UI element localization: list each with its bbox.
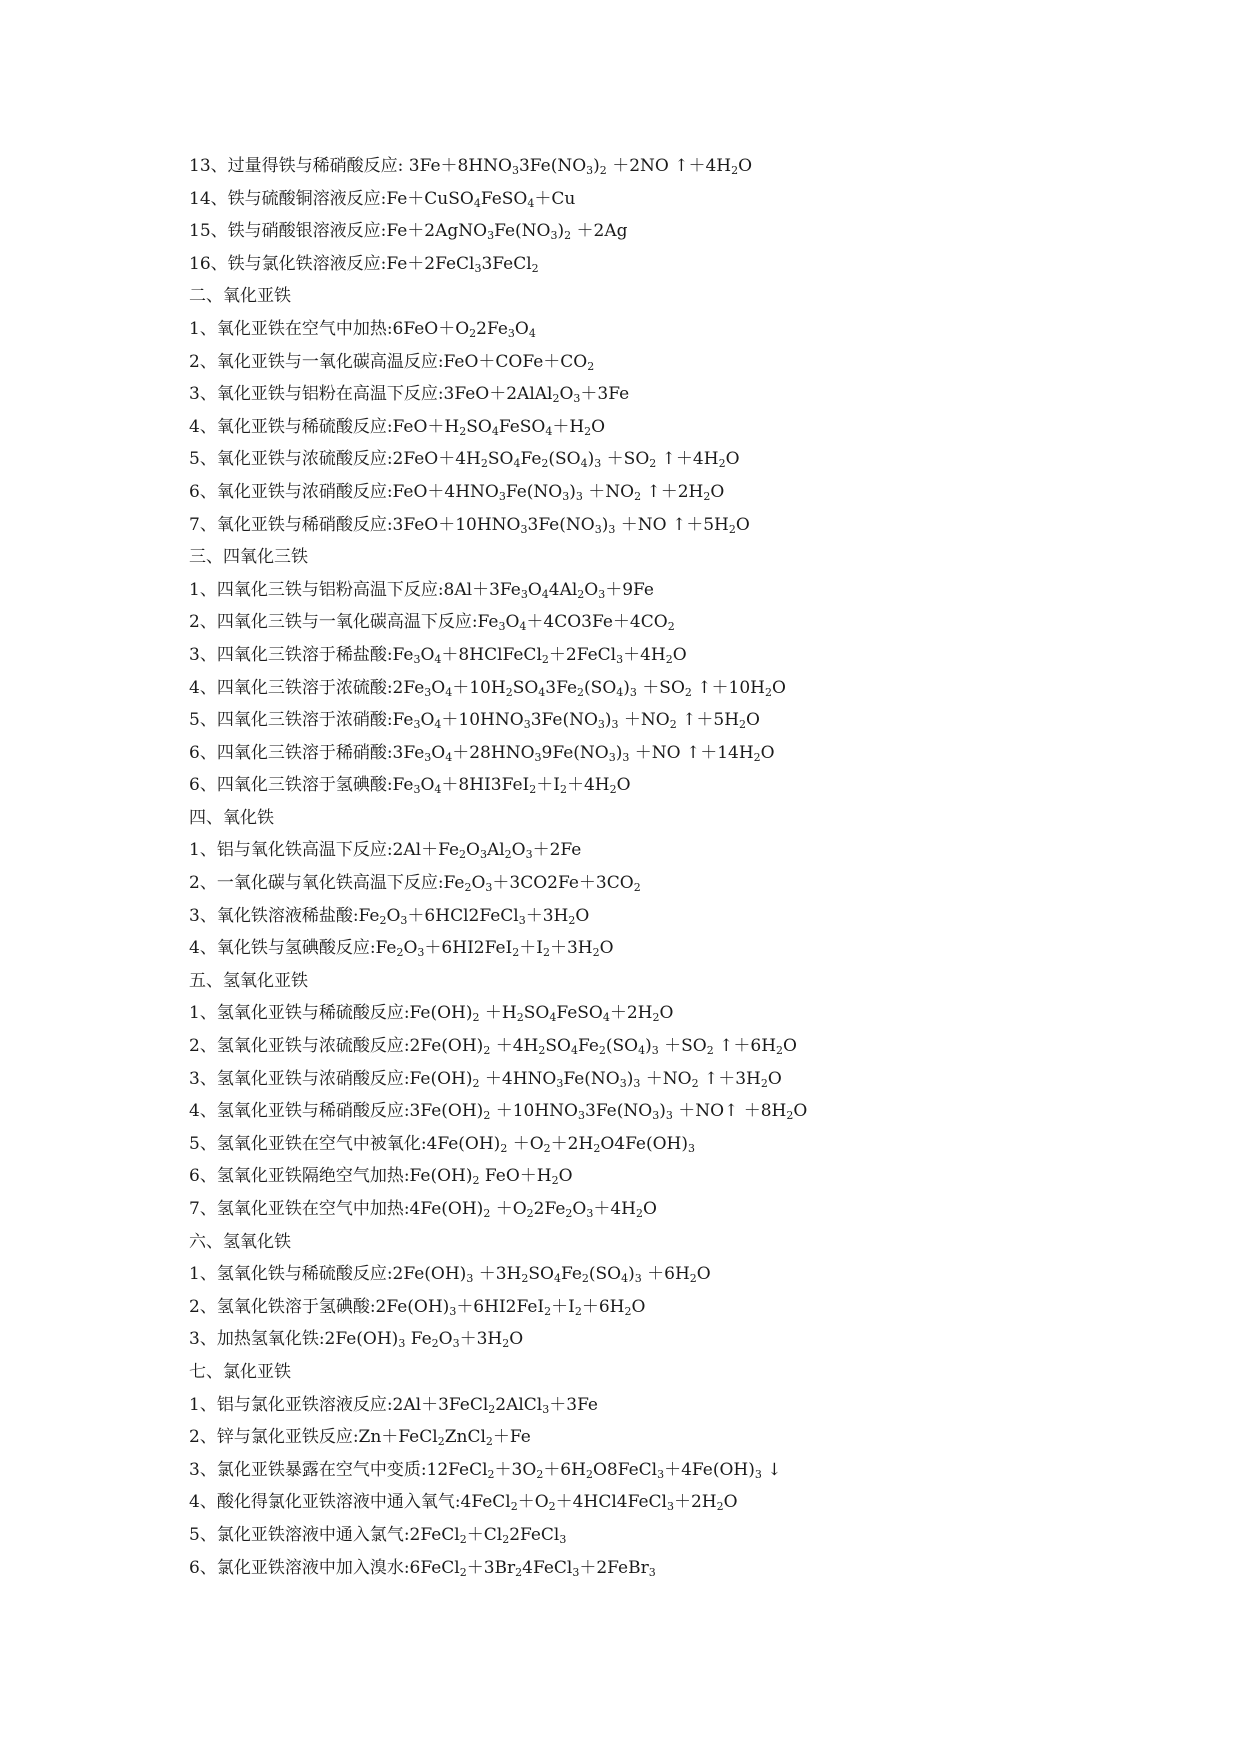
equation-line: 3、氧化亚铁与铝粉在高温下反应$:3FeO+2AlAl_2O_3+3Fe$	[189, 384, 630, 406]
document-body	[189, 150, 1149, 1584]
equation-line: 2、一氧化碳与氧化铁高温下反应$:Fe_2O_3+3CO2Fe+3CO_2$	[189, 873, 641, 895]
equation-line: 2、氧化亚铁与一氧化碳高温反应$:FeO+COFe+CO_2$	[189, 351, 595, 373]
equation-line: 3、四氧化三铁溶于稀盐酸$:Fe_3O_4+8HClFeCl_2+2FeCl_3+4H_2O$	[189, 644, 687, 666]
equation-line: 3、氧化铁溶液稀盐酸$:Fe_2O_3+6HCl2FeCl_3+3H_2O$	[189, 905, 590, 927]
equation-line: 2、氢氧化铁溶于氢碘酸$:2Fe(OH)_3+6HI2FeI_2+I_2+6H_2O$	[189, 1296, 646, 1318]
equation-line: 3、氢氧化亚铁与浓硝酸反应$:Fe(OH)_2 +4HNO_3Fe(NO_3)_3 +NO_2$ $↑+3H_2O$	[189, 1068, 782, 1090]
equation-line: 2、氢氧化亚铁与浓硫酸反应$:2Fe(OH)_2 +4H_2SO_4Fe_2(SO_4)_3 +SO_2$ $↑+6H_2O$	[189, 1036, 797, 1058]
equation-line: 13、过量得铁与稀硝酸反应: $3Fe+8HNO_33Fe(NO_3)_2 +2NO$ $↑+4H_2O$	[189, 156, 753, 177]
equation-line: 4、氧化铁与氢碘酸反应$:Fe_2O_3+6HI2FeI_2+I_2+3H_2O$	[189, 938, 614, 960]
equation-line: 5、氧化亚铁与浓硫酸反应$:2FeO+4H_2SO_4Fe_2(SO_4)_3 +SO_2$ $↑+4H_2O$	[189, 449, 740, 471]
equation-line: 1、铝与氯化亚铁溶液反应:2Al＋3FeCl$_2$2AlCl$_3$＋3Fe	[189, 1394, 598, 1416]
equation-line: 3、加热氢氧化铁$:2Fe(OH)_3$ $Fe_2O_3+3H_2O$	[189, 1329, 524, 1351]
equation-line: 6、氢氧化亚铁隔绝空气加热$:Fe(OH)_2$ $FeO+H_2O$	[189, 1166, 573, 1188]
equation-line: 2、四氧化三铁与一氧化碳高温下反应$:Fe_3O_4+4CO3Fe+4CO_2$	[189, 612, 675, 634]
equation-line: 1、氢氧化亚铁与稀硫酸反应$:Fe(OH)_2$ $+H_2SO_4FeSO_4+2H_2O$	[189, 1003, 674, 1025]
section-heading: 七、氯化亚铁	[189, 1361, 291, 1382]
equation-line: 5、四氧化三铁溶于浓硝酸$:Fe_3O_4+10HNO_33Fe(NO_3)_3 +NO_2$ $↑+5H_2O$	[189, 710, 760, 732]
equation-line: 16、铁与氯化铁溶液反应:Fe＋2FeCl$_3$3FeCl$_2$	[189, 253, 539, 275]
equation-line: 7、氢氧化亚铁在空气中加热$:4Fe(OH)_2 +O_22Fe_2O_3+4H_2O$	[189, 1199, 657, 1220]
section-heading: 三、四氧化三铁	[189, 547, 308, 568]
equation-line: 4、酸化得氯化亚铁溶液中通入氧气$:4FeCl_2+O_2+4HCl4FeCl_3+2H_2O$	[189, 1492, 738, 1514]
equation-line: 4、四氧化三铁溶于浓硫酸$:2Fe_3O_4+10H_2SO_43Fe_2(SO_4)_3 +SO_2$ $↑+10H_2O$	[189, 677, 786, 699]
equation-line: 4、氢氧化亚铁与稀硝酸反应$:3Fe(OH)_2 +10HNO_33Fe(NO_3)_3$ ＋NO↑ $+8H_2O$	[189, 1101, 808, 1123]
equation-line: 1、铝与氧化铁高温下反应$:2Al+Fe_2O_3Al_2O_3+2Fe$	[189, 840, 582, 862]
equation-line: 14、铁与硫酸铜溶液反应:Fe＋CuSO$_4$FeSO$_4$＋Cu	[189, 188, 576, 210]
section-heading: 六、氢氧化铁	[189, 1231, 291, 1252]
section-heading: 四、氧化铁	[189, 807, 274, 828]
equation-line: 1、氧化亚铁在空气中加热$:6FeO+O_22Fe_3O_4$	[189, 318, 536, 340]
equation-line: 2、锌与氯化亚铁反应:Zn＋FeCl$_2$ZnCl$_2$＋Fe	[189, 1427, 531, 1449]
section-heading: 二、氧化亚铁	[189, 286, 291, 307]
equation-line: 6、氧化亚铁与浓硝酸反应$:FeO+4HNO_3Fe(NO_3)_3 +NO_2$ $↑+2H_2O$	[189, 481, 725, 503]
equation-line: 1、四氧化三铁与铝粉高温下反应$:8Al+3Fe_3O_44Al_2O_3+9Fe$	[189, 579, 654, 601]
equation-line: 1、氢氧化铁与稀硫酸反应$:2Fe(OH)_3 +3H_2SO_4Fe_2(SO_4)_3 +6H_2O$	[189, 1264, 711, 1286]
equation-line: 3、氯化亚铁暴露在空气中变质$:12FeCl_2+3O_2+6H_2O8FeCl_3+4Fe(OH)_3$ ↓	[189, 1459, 782, 1481]
equation-line: 5、氢氧化亚铁在空气中被氧化$:4Fe(OH)_2 +O_2+2H_2O4Fe(OH)_3$	[189, 1133, 696, 1155]
section-heading: 五、氢氧化亚铁	[189, 970, 308, 991]
equation-line: 6、四氧化三铁溶于氢碘酸$:Fe_3O_4+8HI3FeI_2+I_2+4H_2O$	[189, 775, 631, 797]
equation-line: 15、铁与硝酸银溶液反应$:Fe+2AgNO_3Fe(NO_3)_2 +2Ag$	[189, 221, 628, 243]
equation-line: 7、氧化亚铁与稀硝酸反应$:3FeO+10HNO_33Fe(NO_3)_3 +NO$ $↑+5H_2O$	[189, 514, 750, 536]
equation-line: 6、氯化亚铁溶液中加入溴水$:6FeCl_2+3Br_24FeCl_3+2FeBr_3$	[189, 1557, 656, 1579]
equation-line: 6、四氧化三铁溶于稀硝酸$:3Fe_3O_4+28HNO_39Fe(NO_3)_3 +NO$ $↑+14H_2O$	[189, 742, 775, 764]
equation-line: 4、氧化亚铁与稀硫酸反应$:FeO+H_2SO_4FeSO_4+H_2O$	[189, 416, 606, 438]
equation-line: 5、氯化亚铁溶液中通入氯气$:2FeCl_2+Cl_22FeCl_3$	[189, 1524, 567, 1546]
